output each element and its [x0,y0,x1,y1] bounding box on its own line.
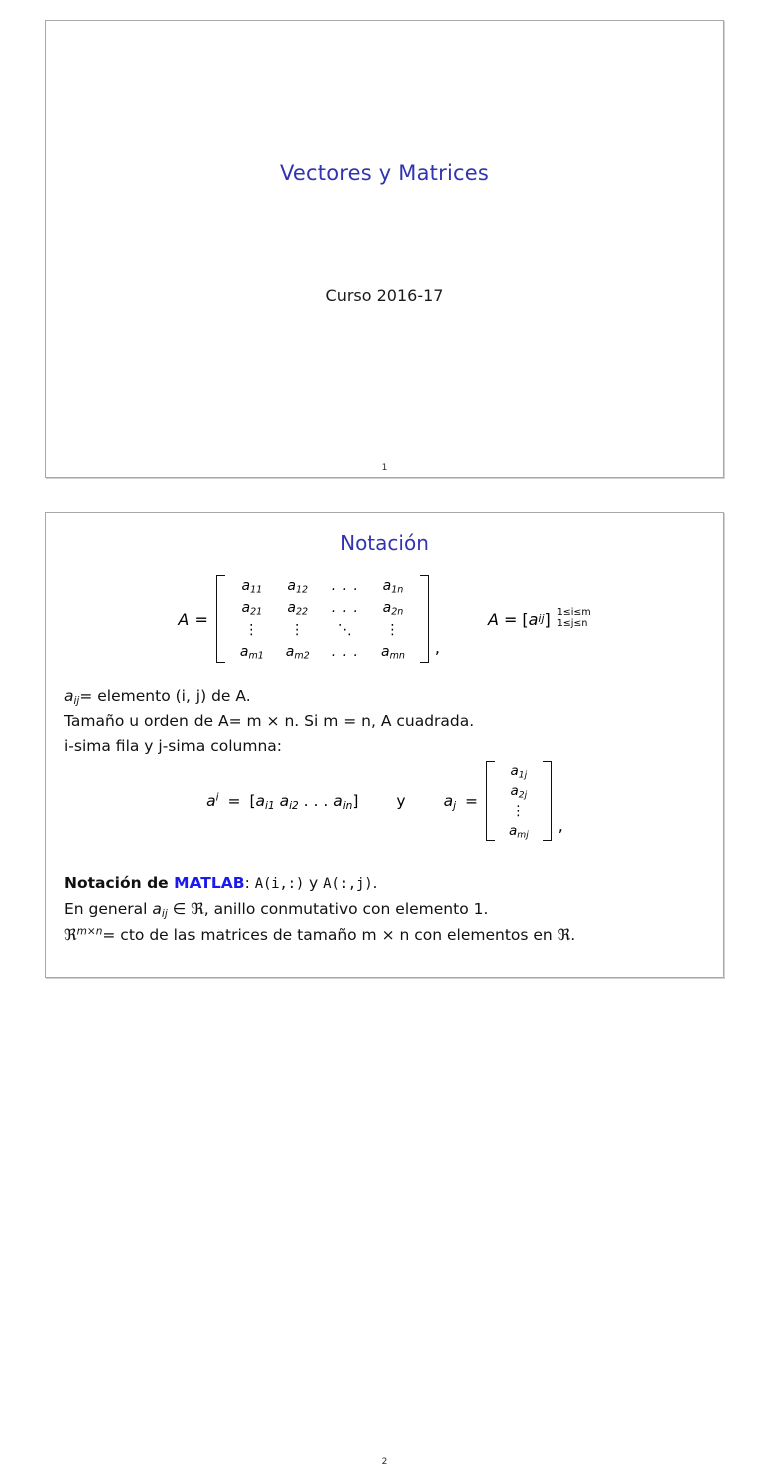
matrix-A [216,575,429,663]
matrix-cell: $a_{2n}$ [382,600,404,618]
matlab-colon: : [244,874,255,892]
matrix-cell-ddots: ⋱ [337,622,353,638]
presentation-title-block [46,161,723,185]
matlab-prefix: Notación de [64,874,175,892]
matlab-code-row: A(i,:) [254,876,305,892]
matlab-period: . [372,874,378,892]
index-range-top: 1≤i≤m [556,607,591,619]
bracket-close: ] [544,609,551,629]
slide-title-page [45,20,724,478]
matrix-cell: $a_{2j}$ [510,783,528,801]
page-number-slide-1: 1 [381,463,388,473]
matrix-cell-vdots: ⋮ [244,622,260,638]
membership-symbol: ∈ [167,900,192,918]
bracket-left-icon [486,761,495,841]
matrix-cell: $a_{m2}$ [285,644,310,662]
matlab-code-col: A(:,j) [323,876,373,892]
matlab-keyword: MATLAB [174,874,245,892]
matrix-cell: $a_{12}$ [287,578,309,596]
column-vector-matrix [486,761,552,841]
matrix-row [499,801,539,821]
vectors-definition-row [46,761,723,841]
bracket-open: [ [522,609,529,629]
conjunction-y: y [396,792,406,810]
matrix-row [499,761,539,781]
matrix-cell: $a_{11}$ [241,578,263,596]
matrix-cell-vdots: ⋮ [511,803,527,819]
general-suffix: , anillo conmutativo con elemento 1. [203,900,489,918]
index-range-bottom: 1≤j≤n [556,618,588,629]
line-general-ring: En general $a_{ij}$ ∈ ℜ, anillo conmutativo con elemento 1. [64,900,489,920]
matrix-cell: $a_{21}$ [241,600,263,618]
ring-symbol: ℜ [191,900,204,918]
line-element-definition-text: = elemento (i, j) de A. [79,687,251,705]
presentation-title: Vectores y Matrices [280,161,489,185]
bracket-left-icon [216,575,225,663]
matrix-row [229,597,416,619]
matrix-cell: $a_{mn}$ [381,644,405,662]
matrix-row [499,821,539,841]
line-matlab-notation [64,874,377,892]
line-matrix-set [64,926,575,944]
column-vector-lhs: $a_j$ = [443,792,478,812]
general-prefix: En general [64,900,153,918]
index-range-stack [557,608,591,629]
matrix-row [229,641,416,663]
matrix-cell-ellipsis: . . . [331,578,359,594]
matrix-alt-notation: A = [ a ij ] 1≤i≤m 1≤j≤n [488,607,591,629]
matrix-cell-ellipsis: . . . [331,600,359,616]
row-vector-expression: $a^i = [a_{i1}$ $a_{i2}$ . . . $a_{in}$] [206,791,359,812]
matrix-equation-lhs: A = [178,609,208,629]
matrix-A-cells [229,575,416,663]
matrix-row [499,781,539,801]
matrix-definition-row [46,575,723,663]
ring-symbol: ℜ [64,926,77,944]
page-number-slide-2: 2 [381,1457,388,1467]
matrix-cell: $a_{1j}$ [510,763,528,781]
equation-comma: , [434,638,440,657]
matrix-set-text: = cto de las matrices de tamaño m × n con elementos en ℜ. [102,926,576,944]
line-size-order: Tamaño u orden de A= m × n. Si m = n, A cuadrada. [64,712,475,730]
course-block [46,286,723,305]
slide-notation [45,512,724,1467]
line-row-col-intro: i-sima fila y j-sima columna: [64,737,282,755]
matrix-cell: $a_{1n}$ [382,578,404,596]
line-element-definition: $a_{ij}=$ elemento (i, j) de A. [64,687,251,707]
matlab-conjunction: y [304,874,324,892]
matrix-cell: $a_{mj}$ [508,823,529,841]
bracket-right-icon [420,575,429,663]
matrix-cell-vdots: ⋮ [290,622,306,638]
matrix-cell: $a_{22}$ [287,600,309,618]
matrix-cell: $a_{m1}$ [239,644,264,662]
matrix-cell-vdots: ⋮ [385,622,401,638]
frame-title-notacion: Notación [340,531,429,555]
bracket-right-icon [543,761,552,841]
course-label: Curso 2016-17 [325,286,444,305]
matrix-row [229,619,416,641]
vector-equation-comma: , [557,816,563,835]
matrix-row [229,575,416,597]
ring-exponent: m×n [76,925,103,938]
matrix-cell-ellipsis: . . . [331,644,359,660]
column-vector-cells [499,761,539,841]
